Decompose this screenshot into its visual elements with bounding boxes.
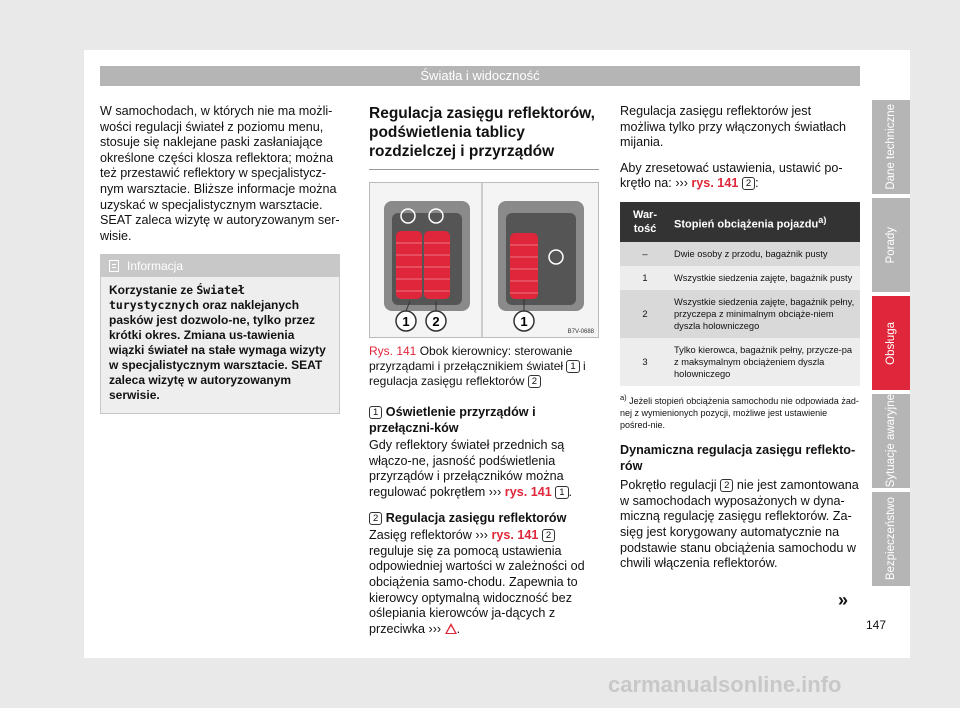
column-right bbox=[620, 104, 860, 582]
table-cell-value: 1 bbox=[620, 266, 670, 290]
s2-text-cont: reguluje się za pomocą ustawienia odpowiedniej wartości w zależności od obciążenia samo-chodu. Zapewnia to kierowcy optymalną widoczność bez oślepiania kierowców ja-dących z przeciwka bbox=[369, 543, 585, 636]
load-table bbox=[620, 202, 860, 386]
section-heading: Regulacja zasięgu reflektorów, podświetlenia tablicy rozdzielczej i przyrządów bbox=[369, 104, 599, 170]
page-number: 147 bbox=[866, 618, 887, 632]
table-cell-desc: Tylko kierowca, bagażnik pełny, przycze-pa z maksymalnym obciążeniem dyszla holowniczego bbox=[670, 338, 860, 386]
page-header: Światła i widoczność bbox=[100, 66, 860, 86]
table-cell-value: – bbox=[620, 242, 670, 266]
subsection-instrument-lighting bbox=[369, 405, 599, 436]
headlight-range-text bbox=[369, 528, 599, 637]
info-box-header bbox=[101, 255, 339, 277]
column-middle bbox=[369, 104, 599, 647]
subsection-badge-2: 2 bbox=[369, 512, 382, 525]
cross-ref-link[interactable]: rys. 141 bbox=[687, 176, 739, 191]
table-header-load-text: Stopień obciążenia pojazdu bbox=[674, 218, 819, 231]
dyn-text-cont: nie jest zamontowana w samochodach wyposażonych w dyna-miczną regulację zasięgu reflektorów. Za-sięg jest korygowany automatycznie na podstawie stanu obciążenia samochodu w chwili włączenia reflektorów. bbox=[620, 478, 859, 571]
subsection-badge-1: 1 bbox=[369, 406, 382, 419]
dyn-text: Pokrętło regulacji bbox=[620, 478, 721, 493]
figure-callout-2: 2 bbox=[432, 314, 440, 329]
footnote-mark: a) bbox=[620, 392, 627, 402]
info-box bbox=[100, 254, 340, 414]
tab-dane-techniczne[interactable] bbox=[872, 100, 910, 194]
intro-paragraph: W samochodach, w których nie ma możli-wości regulacji świateł z poziomu menu, stosuje się naklejane paski zasłaniające określone części klosza reflektora; można też przestawić reflektory w specjalistycz-nym warsztacie. Bliższe informacje można uzyskać w specjalistycznym warsztacie. SEAT zaleca wizytę w autoryzowanym ser-wisie. bbox=[100, 104, 340, 243]
info-box-body bbox=[101, 277, 339, 413]
table-footnote bbox=[620, 392, 860, 431]
instrument-dimmer-wheel bbox=[396, 231, 422, 299]
cross-ref-link[interactable]: rys. 141 bbox=[487, 528, 539, 543]
tab-label: Bezpieczeństwo bbox=[885, 497, 897, 581]
dynamic-range-heading: Dynamiczna regulacja zasięgu reflekto-rów bbox=[620, 442, 856, 473]
dimmer-wheel-right bbox=[510, 233, 538, 299]
warning-triangle-icon[interactable] bbox=[445, 623, 457, 634]
column-left bbox=[100, 104, 340, 414]
continue-arrow: » bbox=[838, 590, 849, 610]
tab-label: Dane techniczne bbox=[885, 104, 897, 190]
table-cell-desc: Wszystkie siedzenia zajęte, bagażnik pusty bbox=[670, 266, 860, 290]
figure-caption bbox=[369, 344, 599, 389]
cross-ref-arrow: ››› bbox=[475, 528, 488, 543]
caption-text: Obok kierownicy: sterowanie przyrządami i przełącznikiem świateł bbox=[369, 344, 573, 373]
reset-text: Aby zresetować ustawienia, ustawić po-krętło na: bbox=[620, 160, 843, 191]
tab-label: Obsługa bbox=[885, 321, 897, 365]
cross-ref-arrow: ››› bbox=[488, 484, 502, 499]
tab-sytuacje-awaryjne[interactable] bbox=[872, 394, 910, 488]
reset-paragraph bbox=[620, 161, 860, 192]
caption-ref: Rys. 141 bbox=[369, 344, 417, 358]
caption-badge-1: 1 bbox=[566, 360, 579, 373]
instrument-lighting-text bbox=[369, 438, 599, 500]
table-header-row bbox=[620, 202, 860, 242]
info-mono-term: Świateł turystycznych bbox=[109, 283, 245, 313]
s2-text-end: . bbox=[456, 621, 461, 636]
s2-text: Zasięg reflektorów bbox=[369, 528, 476, 543]
reset-text-end: : bbox=[755, 176, 759, 191]
table-cell-desc: Dwie osoby z przodu, bagażnik pusty bbox=[670, 242, 860, 266]
figure-callout-1: 1 bbox=[402, 314, 410, 329]
cross-ref-link[interactable]: rys. 141 bbox=[501, 484, 552, 499]
inline-badge: 2 bbox=[542, 529, 555, 542]
inline-badge: 2 bbox=[742, 177, 755, 190]
tab-label: Porady bbox=[885, 226, 897, 264]
table-row bbox=[620, 242, 860, 266]
inline-badge: 1 bbox=[555, 486, 568, 499]
cross-ref-arrow: ››› bbox=[675, 176, 688, 191]
table-cell-value: 2 bbox=[620, 290, 670, 338]
info-box-title: Informacja bbox=[127, 258, 184, 273]
tab-obsluga[interactable] bbox=[872, 296, 910, 390]
table-cell-value: 3 bbox=[620, 338, 670, 386]
inline-badge: 2 bbox=[720, 479, 733, 492]
s1-text-end: . bbox=[568, 484, 573, 499]
figure-code: B7V-0688 bbox=[567, 329, 594, 335]
s1-text: Gdy reflektory świateł przednich są włączo-ne, jasność podświetlenia przyrządów i przełączników można regulować pokrętłem bbox=[369, 438, 565, 499]
table-header-value: War-tość bbox=[620, 202, 670, 242]
caption-badge-2: 2 bbox=[528, 375, 541, 388]
cross-ref-arrow: ››› bbox=[428, 621, 442, 636]
watermark: carmanualsonline.info bbox=[608, 672, 842, 697]
table-row bbox=[620, 290, 860, 338]
figure-callout-1-right: 1 bbox=[520, 314, 528, 329]
info-document-icon bbox=[109, 260, 119, 272]
table-cell-desc: Wszystkie siedzenia zajęte, bagażnik pełny, przyczepa z minimalnym obciąże-niem dyszla holowniczego bbox=[670, 290, 860, 338]
range-info-paragraph: Regulacja zasięgu reflektorów jest możliwa tylko przy włączonych światłach mijania. bbox=[620, 104, 847, 150]
footnote-text: Jeżeli stopień obciążenia samochodu nie odpowiada żad-nej z wymienionych pozycji, możliwe jest ustawienie pośred-nie. bbox=[620, 395, 859, 430]
tab-bezpieczenstwo[interactable] bbox=[872, 492, 910, 586]
table-header-load bbox=[670, 202, 860, 242]
subsection-title-2: Regulacja zasięgu reflektorów bbox=[382, 510, 567, 525]
caption-text-cont: i regulacja zasięgu reflektorów bbox=[369, 359, 586, 388]
info-text-cont: oraz naklejanych pasków jest dozwolo-ne, tylko przez krótki okres. Zmiana us-tawienia wiązki świateł na stałe wymaga wizyty w specjalistycznym warsztacie. SEAT zaleca wizytę w autoryzowanym serwisie. bbox=[109, 298, 326, 403]
figure-rys-141 bbox=[369, 182, 599, 338]
tab-label: Sytuacje awaryjne bbox=[885, 394, 897, 488]
table-row bbox=[620, 266, 860, 290]
tab-porady[interactable] bbox=[872, 198, 910, 292]
table-row bbox=[620, 338, 860, 386]
headlight-range-wheel bbox=[424, 231, 450, 299]
table-header-footnote-mark: a) bbox=[818, 214, 827, 225]
info-text: Korzystanie ze bbox=[109, 283, 197, 298]
subsection-headlight-range bbox=[369, 511, 599, 527]
subsection-title-1: Oświetlenie przyrządów i przełączni-ków bbox=[369, 405, 536, 435]
dashboard-switches-illustration bbox=[370, 183, 599, 338]
dynamic-range-text bbox=[620, 478, 860, 572]
